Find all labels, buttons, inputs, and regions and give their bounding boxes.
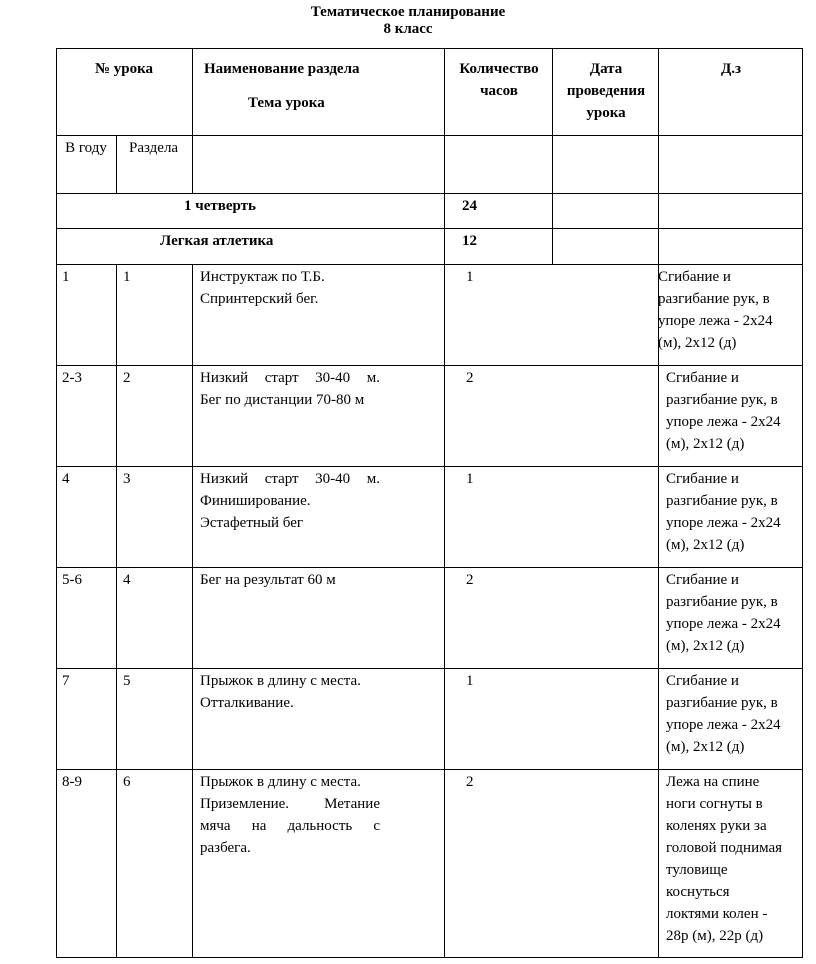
quarter-label: 1 четверть xyxy=(184,198,256,214)
cell-section: 3 xyxy=(123,471,131,487)
cell-year: 2-3 xyxy=(62,370,82,386)
cell-section: 6 xyxy=(123,774,131,790)
cell-topic: Инструктаж по Т.Б. Спринтерский бег. xyxy=(200,269,325,307)
cell-topic-line: Бег по дистанции 70-80 м xyxy=(200,392,365,408)
cell-year: 7 xyxy=(62,673,70,689)
cell-homework: Сгибание и разгибание рук, в упоре лежа - 2х24 (м), 2х12 (д) xyxy=(666,471,781,553)
header-section-name: Наименование раздела xyxy=(204,61,360,77)
cell-year: 1 xyxy=(62,269,70,285)
header-homework: Д.з xyxy=(720,61,742,77)
cell-hours: 1 xyxy=(466,673,474,689)
page-title: Тематическое планирование xyxy=(310,4,506,20)
cell-year: 5-6 xyxy=(62,572,82,588)
cell-homework: Сгибание и разгибание рук, в упоре лежа - 2х24 (м), 2х12 (д) xyxy=(658,269,773,351)
header-hours: Количество часов xyxy=(459,61,539,99)
cell-homework: Лежа на спине ноги согнуты в коленях руки за головой поднимая туловище коснуться локтями колен - 28р (м), 22р (д) xyxy=(666,774,783,944)
header-in-year: В году xyxy=(65,140,107,156)
cell-section: 2 xyxy=(123,370,131,386)
cell-topic-line: Низкий старт 30-40 м. xyxy=(200,370,380,386)
cell-hours: 2 xyxy=(466,370,474,386)
cell-hours: 1 xyxy=(466,269,474,285)
cell-section: 5 xyxy=(123,673,131,689)
cell-topic-line: разбега. xyxy=(200,840,251,856)
header-date: Дата проведения урока xyxy=(566,61,646,121)
cell-hours: 2 xyxy=(466,774,474,790)
cell-topic-line: мяча на дальность с xyxy=(200,818,380,834)
cell-homework: Сгибание и разгибание рук, в упоре лежа - 2х24 (м), 2х12 (д) xyxy=(666,370,781,452)
cell-year: 8-9 xyxy=(62,774,82,790)
section-hours: 12 xyxy=(462,233,477,249)
cell-section: 1 xyxy=(123,269,131,285)
cell-topic: Бег на результат 60 м xyxy=(200,572,336,588)
header-topic: Тема урока xyxy=(248,95,325,111)
cell-hours: 1 xyxy=(466,471,474,487)
cell-topic-line: Прыжок в длину с места. xyxy=(200,774,361,790)
header-lesson-no: № урока xyxy=(94,61,154,77)
cell-topic: Прыжок в длину с места. Отталкивание. xyxy=(200,673,361,711)
cell-topic-line: Финиширование. Эстафетный бег xyxy=(200,493,311,531)
quarter-hours: 24 xyxy=(462,198,477,214)
page-subtitle: 8 класс xyxy=(383,21,433,37)
cell-topic-line: Приземление. Метание xyxy=(200,796,380,812)
cell-topic-line: Низкий старт 30-40 м. xyxy=(200,471,380,487)
cell-homework: Сгибание и разгибание рук, в упоре лежа - 2х24 (м), 2х12 (д) xyxy=(666,673,781,755)
cell-year: 4 xyxy=(62,471,70,487)
section-label: Легкая атлетика xyxy=(160,233,274,249)
cell-homework: Сгибание и разгибание рук, в упоре лежа - 2х24 (м), 2х12 (д) xyxy=(666,572,781,654)
cell-hours: 2 xyxy=(466,572,474,588)
header-in-section: Раздела xyxy=(129,140,179,156)
cell-section: 4 xyxy=(123,572,131,588)
